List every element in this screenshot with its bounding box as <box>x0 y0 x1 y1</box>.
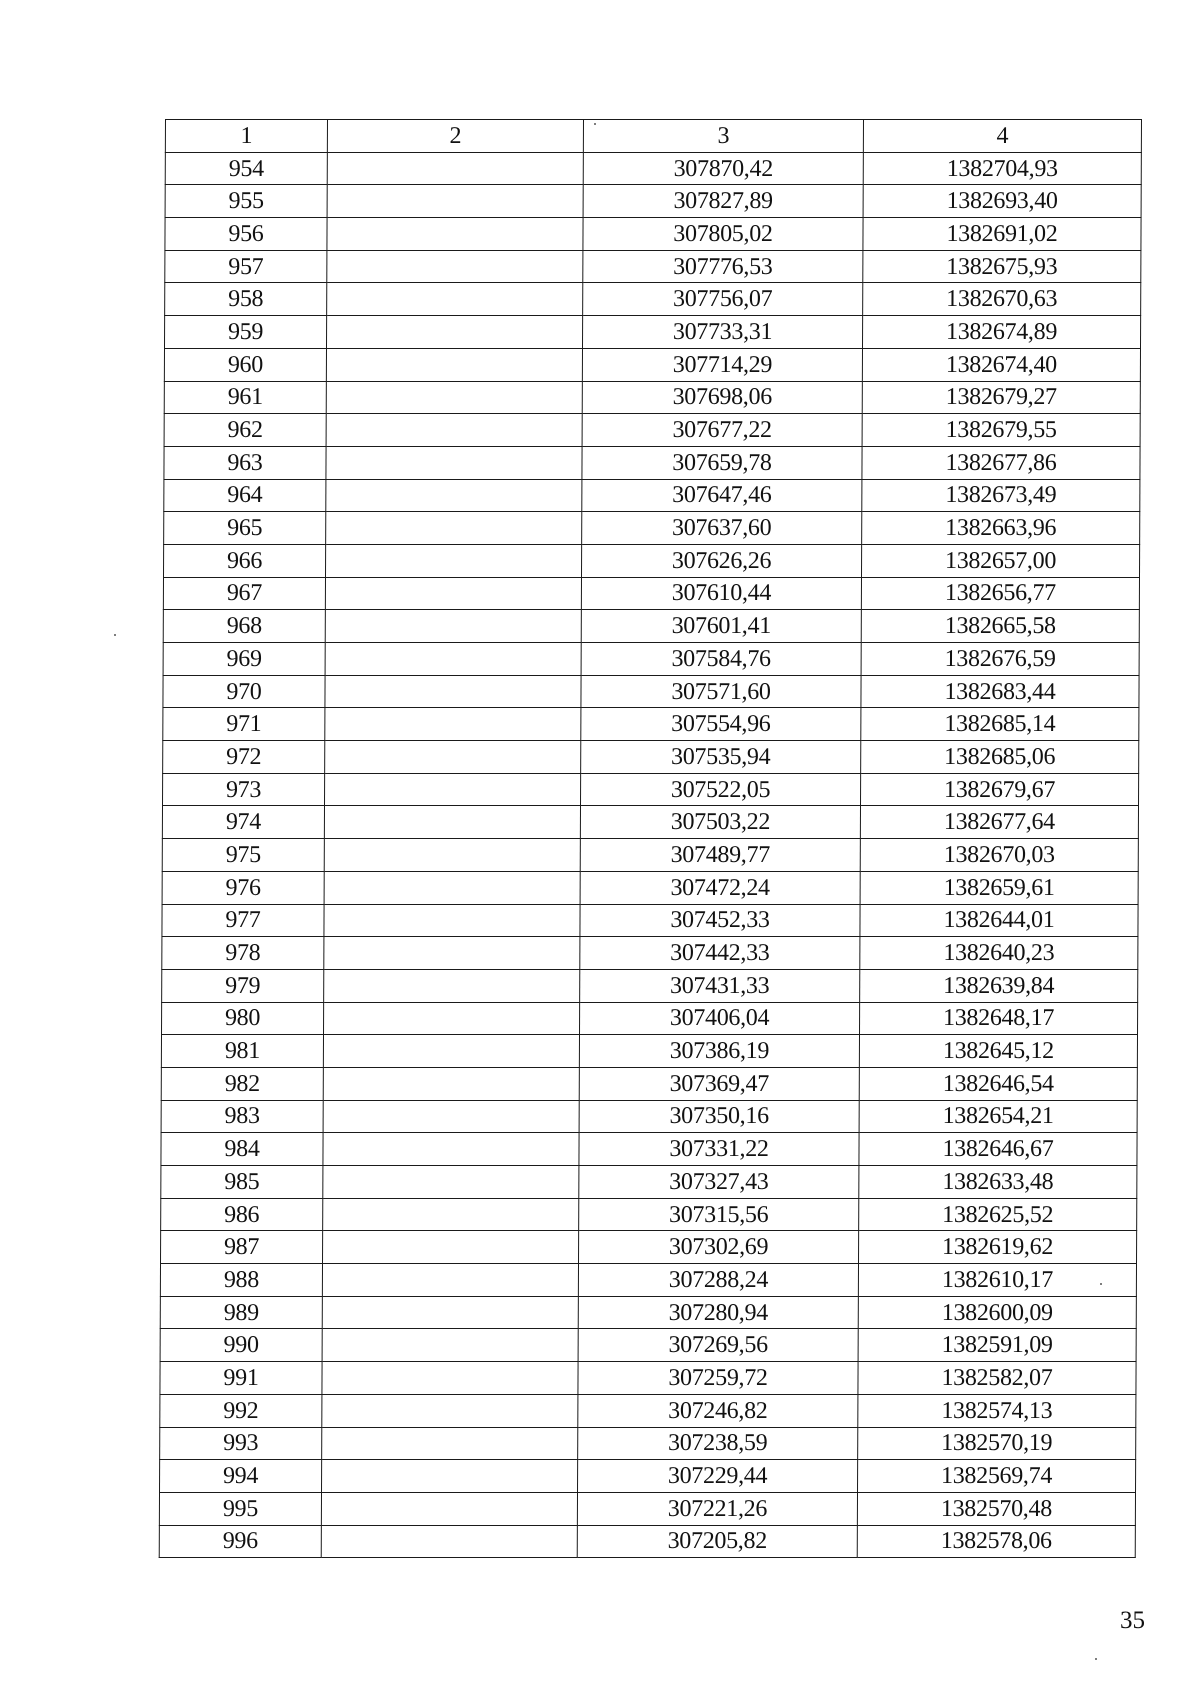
table-row <box>160 1394 1136 1427</box>
point-number-cell: 992 <box>160 1394 322 1427</box>
table-row <box>161 1100 1137 1133</box>
column-2-cell <box>327 218 583 251</box>
column-2-cell <box>326 512 582 545</box>
table-row <box>163 741 1139 774</box>
column-2-cell <box>323 1198 579 1231</box>
point-number-cell: 982 <box>161 1067 323 1100</box>
y-coordinate-cell: 1382656,77 <box>861 577 1139 610</box>
column-2-cell <box>325 577 581 610</box>
table-row <box>162 839 1138 872</box>
y-coordinate-cell: 1382677,86 <box>862 446 1140 479</box>
x-coordinate-cell: 307472,24 <box>580 871 860 904</box>
x-coordinate-cell: 307229,44 <box>578 1460 858 1493</box>
x-coordinate-cell: 307776,53 <box>583 250 863 283</box>
x-coordinate-cell: 307554,96 <box>581 708 861 741</box>
table-row <box>164 512 1140 545</box>
x-coordinate-cell: 307269,56 <box>578 1329 858 1362</box>
x-coordinate-cell: 307205,82 <box>577 1525 857 1558</box>
y-coordinate-cell: 1382591,09 <box>858 1329 1136 1362</box>
point-number-cell: 961 <box>164 381 326 414</box>
point-number-cell: 991 <box>160 1362 322 1395</box>
column-2-cell <box>327 250 583 283</box>
table-row <box>164 381 1140 414</box>
column-2-cell <box>322 1460 578 1493</box>
point-number-cell: 955 <box>165 185 327 218</box>
y-coordinate-cell: 1382574,13 <box>858 1394 1136 1427</box>
point-number-cell: 963 <box>164 446 326 479</box>
column-2-cell <box>327 152 583 185</box>
table-row <box>160 1362 1136 1395</box>
point-number-cell: 970 <box>163 675 325 708</box>
x-coordinate-cell: 307647,46 <box>582 479 862 512</box>
x-coordinate-cell: 307302,69 <box>579 1231 859 1264</box>
x-coordinate-cell: 307331,22 <box>579 1133 859 1166</box>
column-2-cell <box>325 610 581 643</box>
x-coordinate-cell: 307535,94 <box>581 741 861 774</box>
x-coordinate-cell: 307259,72 <box>578 1362 858 1395</box>
y-coordinate-cell: 1382619,62 <box>859 1231 1137 1264</box>
point-number-cell: 981 <box>161 1035 323 1068</box>
x-coordinate-cell: 307369,47 <box>579 1067 859 1100</box>
column-header-1: 1 <box>165 120 327 153</box>
point-number-cell: 967 <box>163 577 325 610</box>
point-number-cell: 983 <box>161 1100 323 1133</box>
point-number-cell: 978 <box>162 937 324 970</box>
column-2-cell <box>322 1264 578 1297</box>
x-coordinate-cell: 307756,07 <box>583 283 863 316</box>
column-2-cell <box>326 479 582 512</box>
column-2-cell <box>323 1067 579 1100</box>
column-2-cell <box>325 675 581 708</box>
table-body <box>159 152 1141 1558</box>
point-number-cell: 980 <box>162 1002 324 1035</box>
table-row <box>165 250 1141 283</box>
point-number-cell: 979 <box>162 969 324 1002</box>
column-2-cell <box>325 643 581 676</box>
table-row <box>160 1264 1136 1297</box>
column-2-cell <box>322 1296 578 1329</box>
y-coordinate-cell: 1382646,54 <box>859 1067 1137 1100</box>
table-row <box>162 1002 1138 1035</box>
y-coordinate-cell: 1382569,74 <box>858 1460 1136 1493</box>
point-number-cell: 989 <box>160 1296 322 1329</box>
column-header-2: 2 <box>327 120 583 153</box>
y-coordinate-cell: 1382683,44 <box>861 675 1139 708</box>
y-coordinate-cell: 1382676,59 <box>861 643 1139 676</box>
y-coordinate-cell: 1382677,64 <box>860 806 1138 839</box>
column-2-cell <box>322 1362 578 1395</box>
point-number-cell: 958 <box>165 283 327 316</box>
table-row <box>161 1035 1137 1068</box>
table-row <box>163 773 1139 806</box>
x-coordinate-cell: 307280,94 <box>578 1296 858 1329</box>
point-number-cell: 986 <box>161 1198 323 1231</box>
point-number-cell: 956 <box>165 218 327 251</box>
column-2-cell <box>324 937 580 970</box>
column-2-cell <box>324 1002 580 1035</box>
table-row <box>161 1198 1137 1231</box>
y-coordinate-cell: 1382578,06 <box>857 1525 1135 1558</box>
y-coordinate-cell: 1382663,96 <box>862 512 1140 545</box>
x-coordinate-cell: 307406,04 <box>580 1002 860 1035</box>
scan-speck <box>1095 1658 1097 1660</box>
y-coordinate-cell: 1382679,27 <box>862 381 1140 414</box>
table-row <box>160 1460 1136 1493</box>
y-coordinate-cell: 1382704,93 <box>863 152 1141 185</box>
point-number-cell: 954 <box>165 152 327 185</box>
x-coordinate-cell: 307327,43 <box>579 1166 859 1199</box>
y-coordinate-cell: 1382685,06 <box>861 741 1139 774</box>
point-number-cell: 965 <box>164 512 326 545</box>
table-row <box>161 1166 1137 1199</box>
x-coordinate-cell: 307698,06 <box>582 381 862 414</box>
table-row <box>163 675 1139 708</box>
column-2-cell <box>323 1133 579 1166</box>
table-row <box>164 544 1140 577</box>
point-number-cell: 968 <box>163 610 325 643</box>
point-number-cell: 995 <box>159 1492 321 1525</box>
table-row <box>164 479 1140 512</box>
column-2-cell <box>322 1427 578 1460</box>
column-2-cell <box>323 1166 579 1199</box>
table-row <box>163 577 1139 610</box>
point-number-cell: 975 <box>162 839 324 872</box>
column-header-4: 4 <box>863 120 1141 153</box>
point-number-cell: 994 <box>160 1460 322 1493</box>
column-2-cell <box>324 969 580 1002</box>
column-header-3: 3 <box>583 120 863 153</box>
x-coordinate-cell: 307733,31 <box>582 316 862 349</box>
table-row <box>163 610 1139 643</box>
x-coordinate-cell: 307827,89 <box>583 185 863 218</box>
y-coordinate-cell: 1382610,17 <box>858 1264 1136 1297</box>
column-2-cell <box>324 904 580 937</box>
x-coordinate-cell: 307626,26 <box>582 544 862 577</box>
point-number-cell: 974 <box>162 806 324 839</box>
y-coordinate-cell: 1382679,55 <box>862 414 1140 447</box>
point-number-cell: 990 <box>160 1329 322 1362</box>
column-2-cell <box>326 414 582 447</box>
table-row <box>165 218 1141 251</box>
point-number-cell: 971 <box>163 708 325 741</box>
y-coordinate-cell: 1382600,09 <box>858 1296 1136 1329</box>
y-coordinate-cell: 1382570,19 <box>858 1427 1136 1460</box>
point-number-cell: 993 <box>160 1427 322 1460</box>
x-coordinate-cell: 307350,16 <box>579 1100 859 1133</box>
y-coordinate-cell: 1382674,40 <box>862 348 1140 381</box>
column-2-cell <box>326 446 582 479</box>
x-coordinate-cell: 307489,77 <box>580 839 860 872</box>
x-coordinate-cell: 307442,33 <box>580 937 860 970</box>
y-coordinate-cell: 1382582,07 <box>858 1362 1136 1395</box>
x-coordinate-cell: 307601,41 <box>581 610 861 643</box>
y-coordinate-cell: 1382640,23 <box>860 937 1138 970</box>
table-row <box>159 1525 1135 1558</box>
x-coordinate-cell: 307870,42 <box>583 152 863 185</box>
point-number-cell: 985 <box>161 1166 323 1199</box>
column-2-cell <box>325 773 581 806</box>
table-row <box>165 152 1141 185</box>
table-row <box>162 806 1138 839</box>
table-row <box>164 414 1140 447</box>
table-row <box>162 937 1138 970</box>
y-coordinate-cell: 1382625,52 <box>859 1198 1137 1231</box>
y-coordinate-cell: 1382644,01 <box>860 904 1138 937</box>
column-2-cell <box>322 1394 578 1427</box>
x-coordinate-cell: 307610,44 <box>581 577 861 610</box>
table-row <box>165 185 1141 218</box>
point-number-cell: 976 <box>162 871 324 904</box>
column-2-cell <box>321 1525 577 1558</box>
column-2-cell <box>324 806 580 839</box>
y-coordinate-cell: 1382645,12 <box>859 1035 1137 1068</box>
y-coordinate-cell: 1382639,84 <box>860 969 1138 1002</box>
y-coordinate-cell: 1382657,00 <box>862 544 1140 577</box>
y-coordinate-cell: 1382670,03 <box>860 839 1138 872</box>
table-row <box>164 348 1140 381</box>
point-number-cell: 977 <box>162 904 324 937</box>
point-number-cell: 972 <box>163 741 325 774</box>
x-coordinate-cell: 307659,78 <box>582 446 862 479</box>
table-row <box>162 871 1138 904</box>
point-number-cell: 964 <box>164 479 326 512</box>
y-coordinate-cell: 1382670,63 <box>863 283 1141 316</box>
x-coordinate-cell: 307431,33 <box>580 969 860 1002</box>
y-coordinate-cell: 1382665,58 <box>861 610 1139 643</box>
x-coordinate-cell: 307584,76 <box>581 643 861 676</box>
column-2-cell <box>325 741 581 774</box>
x-coordinate-cell: 307522,05 <box>581 773 861 806</box>
table-row <box>162 969 1138 1002</box>
table-row <box>160 1296 1136 1329</box>
table-row <box>164 446 1140 479</box>
table-row <box>163 708 1139 741</box>
column-2-cell <box>326 316 582 349</box>
column-2-cell <box>323 1231 579 1264</box>
y-coordinate-cell: 1382648,17 <box>860 1002 1138 1035</box>
scan-speck <box>114 634 116 636</box>
point-number-cell: 960 <box>164 348 326 381</box>
table-row <box>165 283 1141 316</box>
column-2-cell <box>326 544 582 577</box>
header-row <box>165 120 1141 153</box>
x-coordinate-cell: 307714,29 <box>582 348 862 381</box>
scan-speck <box>1100 1283 1102 1285</box>
column-2-cell <box>326 348 582 381</box>
scan-speck <box>594 123 596 125</box>
x-coordinate-cell: 307221,26 <box>577 1492 857 1525</box>
table-row <box>161 1231 1137 1264</box>
x-coordinate-cell: 307503,22 <box>580 806 860 839</box>
point-number-cell: 969 <box>163 643 325 676</box>
y-coordinate-cell: 1382691,02 <box>863 218 1141 251</box>
column-2-cell <box>323 1035 579 1068</box>
table-header <box>165 120 1141 153</box>
x-coordinate-cell: 307805,02 <box>583 218 863 251</box>
x-coordinate-cell: 307246,82 <box>578 1394 858 1427</box>
x-coordinate-cell: 307238,59 <box>578 1427 858 1460</box>
x-coordinate-cell: 307452,33 <box>580 904 860 937</box>
x-coordinate-cell: 307288,24 <box>578 1264 858 1297</box>
column-2-cell <box>323 1100 579 1133</box>
table-row <box>159 1492 1135 1525</box>
x-coordinate-cell: 307571,60 <box>581 675 861 708</box>
table-row <box>163 643 1139 676</box>
y-coordinate-cell: 1382633,48 <box>859 1166 1137 1199</box>
coordinates-table <box>159 119 1142 1558</box>
table-row <box>162 904 1138 937</box>
table-row <box>160 1329 1136 1362</box>
y-coordinate-cell: 1382570,48 <box>857 1492 1135 1525</box>
table-row <box>161 1067 1137 1100</box>
y-coordinate-cell: 1382679,67 <box>861 773 1139 806</box>
y-coordinate-cell: 1382693,40 <box>863 185 1141 218</box>
x-coordinate-cell: 307637,60 <box>582 512 862 545</box>
y-coordinate-cell: 1382654,21 <box>859 1100 1137 1133</box>
x-coordinate-cell: 307386,19 <box>579 1035 859 1068</box>
point-number-cell: 973 <box>163 773 325 806</box>
point-number-cell: 988 <box>160 1264 322 1297</box>
page-number: 35 <box>1120 1607 1145 1634</box>
point-number-cell: 959 <box>164 316 326 349</box>
column-2-cell <box>322 1329 578 1362</box>
column-2-cell <box>327 283 583 316</box>
point-number-cell: 962 <box>164 414 326 447</box>
column-2-cell <box>325 708 581 741</box>
point-number-cell: 957 <box>165 250 327 283</box>
table-row <box>161 1133 1137 1166</box>
point-number-cell: 966 <box>164 544 326 577</box>
y-coordinate-cell: 1382659,61 <box>860 871 1138 904</box>
table-row <box>160 1427 1136 1460</box>
y-coordinate-cell: 1382685,14 <box>861 708 1139 741</box>
y-coordinate-cell: 1382675,93 <box>863 250 1141 283</box>
x-coordinate-cell: 307677,22 <box>582 414 862 447</box>
point-number-cell: 984 <box>161 1133 323 1166</box>
column-2-cell <box>326 381 582 414</box>
point-number-cell: 996 <box>159 1525 321 1558</box>
x-coordinate-cell: 307315,56 <box>579 1198 859 1231</box>
y-coordinate-cell: 1382673,49 <box>862 479 1140 512</box>
y-coordinate-cell: 1382674,89 <box>862 316 1140 349</box>
column-2-cell <box>324 839 580 872</box>
column-2-cell <box>324 871 580 904</box>
table-row <box>164 316 1140 349</box>
y-coordinate-cell: 1382646,67 <box>859 1133 1137 1166</box>
column-2-cell <box>327 185 583 218</box>
column-2-cell <box>321 1492 577 1525</box>
point-number-cell: 987 <box>161 1231 323 1264</box>
